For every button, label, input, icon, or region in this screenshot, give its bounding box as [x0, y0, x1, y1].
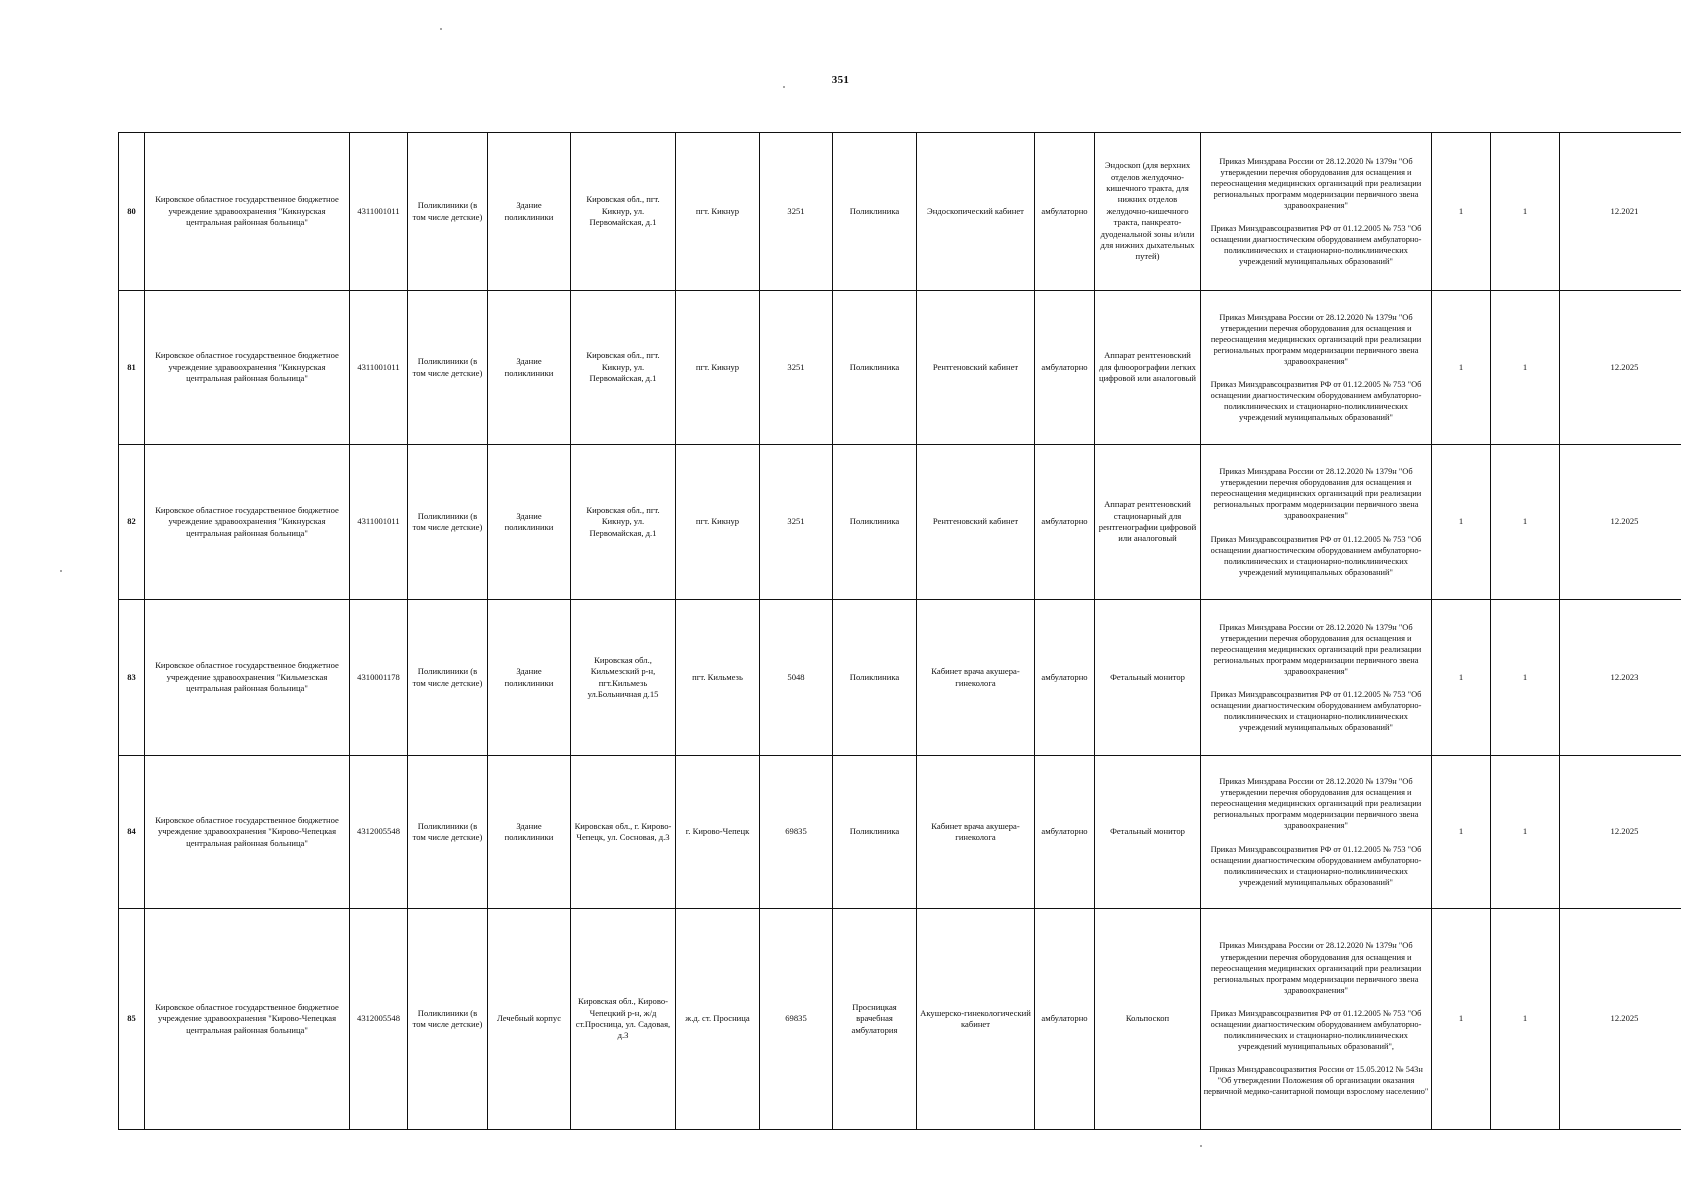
- cabinet: Кабинет врача акушера-гинеколога: [917, 600, 1035, 756]
- document-reference: Приказ Минздрава России от 28.12.2020 № 1379н "Об утверждении перечня оборудования для оснащения и переоснащения медицинских организаций при реализации региональных программ модернизации первичного звена здравоохранения": [1210, 156, 1422, 210]
- population: 3251: [760, 445, 833, 600]
- cabinet: Кабинет врача акушера-гинеколога: [917, 756, 1035, 909]
- address: Кировская обл., г. Кирово-Чепецк, ул. Сосновая, д.3: [571, 756, 676, 909]
- equipment: Фетальный монитор: [1095, 756, 1201, 909]
- regulatory-documents: [1201, 909, 1432, 1130]
- regulatory-documents: [1201, 756, 1432, 909]
- inn-code: 4312005548: [350, 756, 408, 909]
- population: 5048: [760, 600, 833, 756]
- address: Кировская обл., пгт. Кикнур, ул. Первомайская, д.1: [571, 445, 676, 600]
- organization-name: Кировское областное государственное бюджетное учреждение здравоохранения "Кирово-Чепецкая центральная районная больница": [145, 909, 350, 1130]
- department: Поликлиника: [833, 756, 917, 909]
- locality: пгт. Кильмезь: [676, 600, 760, 756]
- document-reference: Приказ Минздрава России от 28.12.2020 № 1379н "Об утверждении перечня оборудования для оснащения и переоснащения медицинских организаций при реализации региональных программ модернизации первичного звена здравоохранения": [1210, 622, 1422, 676]
- department: Просницкая врачебная амбулатория: [833, 909, 917, 1130]
- population: 69835: [760, 756, 833, 909]
- population: 3251: [760, 291, 833, 445]
- care-form: амбулаторно: [1035, 756, 1095, 909]
- table-row: [119, 756, 1681, 909]
- unit-type: Поликлиники (в том числе детские): [408, 445, 488, 600]
- scan-speck: [1200, 1145, 1202, 1147]
- quantity-planned: 1: [1491, 133, 1560, 291]
- quantity-planned: 1: [1491, 291, 1560, 445]
- row-number: 81: [119, 291, 145, 445]
- organization-name: Кировское областное государственное бюджетное учреждение здравоохранения "Кильмезская центральная районная больница": [145, 600, 350, 756]
- organization-name: Кировское областное государственное бюджетное учреждение здравоохранения "Кикнурская центральная районная больница": [145, 133, 350, 291]
- document-reference: Приказ Минздравсоцразвития России от 15.05.2012 № 543н "Об утверждении Положения об организации оказания первичной медико-санитарной помощи взрослому населению": [1203, 1065, 1429, 1097]
- scan-speck: [783, 86, 785, 88]
- address: Кировская обл., Кильмезский р-н, пгт.Кильмезь ул.Больничная д.15: [571, 600, 676, 756]
- locality: пгт. Кикнур: [676, 445, 760, 600]
- quantity-planned: 1: [1491, 445, 1560, 600]
- building-name: Здание поликлиники: [488, 756, 571, 909]
- organization-name: Кировское областное государственное бюджетное учреждение здравоохранения "Кикнурская центральная районная больница": [145, 445, 350, 600]
- locality: г. Кирово-Чепецк: [676, 756, 760, 909]
- regulatory-documents: [1201, 445, 1432, 600]
- table-row: [119, 600, 1681, 756]
- locality: ж.д. ст. Просница: [676, 909, 760, 1130]
- equipment-registry-table: [118, 132, 1681, 1130]
- equipment: Аппарат рентгеновский для флюорографии легких цифровой или аналоговый: [1095, 291, 1201, 445]
- department: Поликлиника: [833, 291, 917, 445]
- equipment: Фетальный монитор: [1095, 600, 1201, 756]
- organization-name: Кировское областное государственное бюджетное учреждение здравоохранения "Кирово-Чепецкая центральная районная больница": [145, 756, 350, 909]
- building-name: Лечебный корпус: [488, 909, 571, 1130]
- inn-code: 4311001011: [350, 445, 408, 600]
- department: Поликлиника: [833, 133, 917, 291]
- population: 3251: [760, 133, 833, 291]
- population: 69835: [760, 909, 833, 1130]
- locality: пгт. Кикнур: [676, 291, 760, 445]
- scan-speck: [60, 570, 62, 572]
- quantity-required: 1: [1432, 291, 1491, 445]
- delivery-date: 12.2025: [1560, 909, 1681, 1130]
- unit-type: Поликлиники (в том числе детские): [408, 600, 488, 756]
- quantity-planned: 1: [1491, 600, 1560, 756]
- document-reference: Приказ Минздравсоцразвития РФ от 01.12.2005 № 753 "Об оснащении диагностическим оборудованием амбулаторно-поликлинических и стационарно-поликлинических учреждений муниципальных образований": [1210, 534, 1422, 577]
- quantity-required: 1: [1432, 133, 1491, 291]
- equipment: Эндоскоп (для верхних отделов желудочно-кишечного тракта, для нижних отделов желудочно-кишечного тракта, панкреато-дуоденальной зоны и/или для нижних дыхательных путей): [1095, 133, 1201, 291]
- unit-type: Поликлиники (в том числе детские): [408, 291, 488, 445]
- row-number: 85: [119, 909, 145, 1130]
- building-name: Здание поликлиники: [488, 291, 571, 445]
- quantity-planned: 1: [1491, 756, 1560, 909]
- unit-type: Поликлиники (в том числе детские): [408, 756, 488, 909]
- building-name: Здание поликлиники: [488, 600, 571, 756]
- table-row: [119, 909, 1681, 1130]
- quantity-required: 1: [1432, 909, 1491, 1130]
- care-form: амбулаторно: [1035, 600, 1095, 756]
- quantity-planned: 1: [1491, 909, 1560, 1130]
- document-reference: Приказ Минздравсоцразвития РФ от 01.12.2005 № 753 "Об оснащении диагностическим оборудованием амбулаторно-поликлинических и стационарно-поликлинических учреждений муниципальных образований": [1210, 224, 1422, 267]
- document-reference: Приказ Минздрава России от 28.12.2020 № 1379н "Об утверждении перечня оборудования для оснащения и переоснащения медицинских организаций при реализации региональных программ модернизации первичного звена здравоохранения": [1210, 777, 1422, 831]
- organization-name: Кировское областное государственное бюджетное учреждение здравоохранения "Кикнурская центральная районная больница": [145, 291, 350, 445]
- row-number: 83: [119, 600, 145, 756]
- delivery-date: 12.2025: [1560, 445, 1681, 600]
- page-number: 351: [831, 74, 850, 86]
- care-form: амбулаторно: [1035, 909, 1095, 1130]
- table-row: [119, 291, 1681, 445]
- address: Кировская обл., пгт. Кикнур, ул. Первомайская, д.1: [571, 133, 676, 291]
- inn-code: 4311001011: [350, 133, 408, 291]
- cabinet: Рентгеновский кабинет: [917, 291, 1035, 445]
- document-reference: Приказ Минздрава России от 28.12.2020 № 1379н "Об утверждении перечня оборудования для оснащения и переоснащения медицинских организаций при реализации региональных программ модернизации первичного звена здравоохранения": [1210, 467, 1422, 521]
- care-form: амбулаторно: [1035, 133, 1095, 291]
- delivery-date: 12.2025: [1560, 756, 1681, 909]
- department: Поликлиника: [833, 600, 917, 756]
- row-number: 84: [119, 756, 145, 909]
- unit-type: Поликлиники (в том числе детские): [408, 909, 488, 1130]
- care-form: амбулаторно: [1035, 291, 1095, 445]
- document-reference: Приказ Минздравсоцразвития РФ от 01.12.2005 № 753 "Об оснащении диагностическим оборудованием амбулаторно-поликлинических и стационарно-поликлинических учреждений муниципальных образований": [1210, 380, 1422, 423]
- table-row: [119, 133, 1681, 291]
- document-reference: Приказ Минздрава России от 28.12.2020 № 1379н "Об утверждении перечня оборудования для оснащения и переоснащения медицинских организаций при реализации региональных программ модернизации первичного звена здравоохранения": [1210, 941, 1422, 995]
- equipment: Кольпоскоп: [1095, 909, 1201, 1130]
- regulatory-documents: [1201, 600, 1432, 756]
- scan-speck: [440, 28, 442, 30]
- cabinet: Акушерско-гинекологический кабинет: [917, 909, 1035, 1130]
- care-form: амбулаторно: [1035, 445, 1095, 600]
- equipment: Аппарат рентгеновский стационарный для рентгенографии цифровой или аналоговый: [1095, 445, 1201, 600]
- document-reference: Приказ Минздравсоцразвития РФ от 01.12.2005 № 753 "Об оснащении диагностическим оборудованием амбулаторно-поликлинических и стационарно-поликлинических учреждений муниципальных образований",: [1210, 1008, 1422, 1052]
- row-number: 82: [119, 445, 145, 600]
- inn-code: 4310001178: [350, 600, 408, 756]
- quantity-required: 1: [1432, 756, 1491, 909]
- department: Поликлиника: [833, 445, 917, 600]
- building-name: Здание поликлиники: [488, 445, 571, 600]
- inn-code: 4312005548: [350, 909, 408, 1130]
- building-name: Здание поликлиники: [488, 133, 571, 291]
- quantity-required: 1: [1432, 445, 1491, 600]
- regulatory-documents: [1201, 291, 1432, 445]
- row-number: 80: [119, 133, 145, 291]
- delivery-date: 12.2023: [1560, 600, 1681, 756]
- regulatory-documents: [1201, 133, 1432, 291]
- address: Кировская обл., Кирово-Чепецкий р-н, ж/д ст.Просница, ул. Садовая, д.3: [571, 909, 676, 1130]
- cabinet: Эндоскопический кабинет: [917, 133, 1035, 291]
- address: Кировская обл., пгт. Кикнур, ул. Первомайская, д.1: [571, 291, 676, 445]
- delivery-date: 12.2025: [1560, 291, 1681, 445]
- cabinet: Рентгеновский кабинет: [917, 445, 1035, 600]
- table-row: [119, 445, 1681, 600]
- quantity-required: 1: [1432, 600, 1491, 756]
- inn-code: 4311001011: [350, 291, 408, 445]
- locality: пгт. Кикнур: [676, 133, 760, 291]
- delivery-date: 12.2021: [1560, 133, 1681, 291]
- document-reference: Приказ Минздравсоцразвития РФ от 01.12.2005 № 753 "Об оснащении диагностическим оборудованием амбулаторно-поликлинических и стационарно-поликлинических учреждений муниципальных образований": [1210, 690, 1422, 733]
- document-reference: Приказ Минздрава России от 28.12.2020 № 1379н "Об утверждении перечня оборудования для оснащения и переоснащения медицинских организаций при реализации региональных программ модернизации первичного звена здравоохранения": [1210, 312, 1422, 366]
- unit-type: Поликлиники (в том числе детские): [408, 133, 488, 291]
- document-reference: Приказ Минздравсоцразвития РФ от 01.12.2005 № 753 "Об оснащении диагностическим оборудованием амбулаторно-поликлинических и стационарно-поликлинических учреждений муниципальных образований": [1210, 844, 1422, 887]
